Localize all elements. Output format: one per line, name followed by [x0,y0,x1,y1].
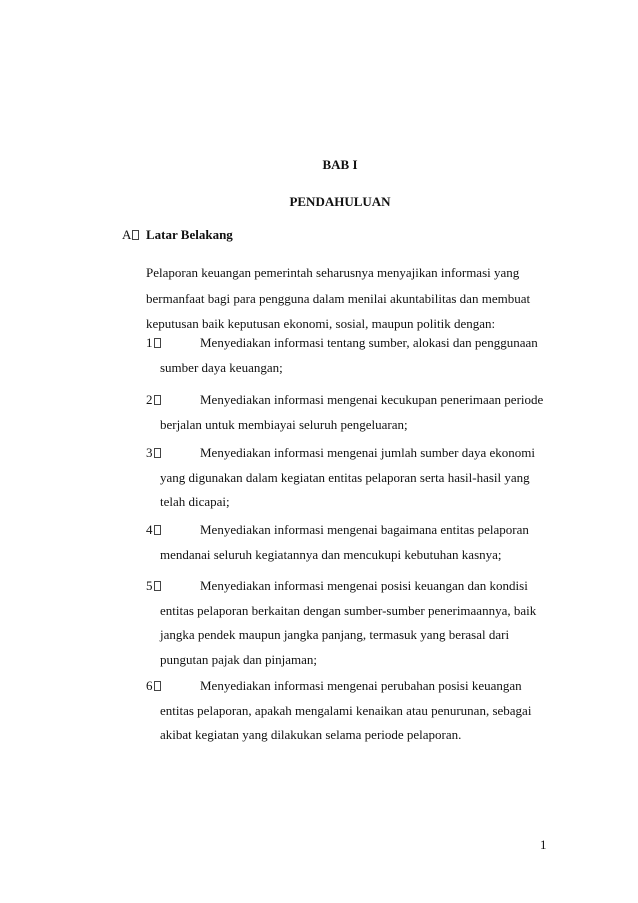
list-item-first-line [146,674,546,699]
list-item [146,441,546,515]
list-item-text: Menyediakan informasi tentang sumber, alokasi dan penggunaan [200,335,538,350]
list-item-continuation: akibat kegiatan yang dilakukan selama periode pelaporan. [160,727,462,742]
list-item-text: Menyediakan informasi mengenai jumlah sumber daya ekonomi [200,445,536,460]
list-item-number-text: 4 [146,522,153,537]
list-item-number-text: 6 [146,678,153,693]
list-item [146,518,546,567]
list-item-continuation: sumber daya keuangan; [160,359,283,375]
list-item-text: Menyediakan informasi mengenai perubahan posisi keuangan [200,678,522,693]
list-item [146,331,546,380]
missing-glyph-icon [154,448,161,458]
list-item-continuation: jangka pendek maupun jangka panjang, termasuk yang berasal dari [160,627,510,642]
list-item-text: Menyediakan informasi mengenai bagaimana entitas pelaporan [200,522,529,537]
list-item-number [146,331,200,356]
list-item [146,388,546,437]
list-item-text: Menyediakan informasi mengenai kecukupan penerimaan periode [200,392,544,407]
intro-line: bermanfaat bagi para pengguna dalam menilai akuntabilitas dan membuat [146,290,531,306]
list-item-number-text: 5 [146,578,153,593]
missing-glyph-icon [154,395,161,405]
list-item-number-text: 2 [146,392,153,407]
missing-glyph-icon [154,525,161,535]
intro-line: Pelaporan keuangan pemerintah seharusnya menyajikan informasi yang [146,265,520,280]
list-item-number [146,518,200,543]
list-item-number [146,441,200,466]
list-item-first-line [146,441,546,466]
list-item-text: Menyediakan informasi mengenai posisi keuangan dan kondisi [200,578,528,593]
chapter-number: BAB I [322,157,358,172]
list-item-first-line [146,574,546,599]
list-item-number [146,388,200,413]
list-item-number-text: 1 [146,335,153,350]
list-item-continuation: entitas pelaporan berkaitan dengan sumber-sumber penerimaannya, baik [160,602,537,618]
section-marker [122,227,146,243]
section-heading [122,227,233,243]
list-item-first-line [146,388,546,413]
missing-glyph-icon [132,230,139,240]
list-item [146,674,546,748]
missing-glyph-icon [154,338,161,348]
list-item-continuation: mendanai seluruh kegiatannya dan mencukupi kebutuhan kasnya; [160,546,502,562]
missing-glyph-icon [154,581,161,591]
list-item [146,574,546,672]
intro-line: keputusan baik keputusan ekonomi, sosial, maupun politik dengan: [146,316,496,331]
list-item-continuation: berjalan untuk membiayai seluruh pengeluaran; [160,416,408,432]
list-item-number [146,674,200,699]
list-item-first-line [146,331,546,356]
list-item-continuation: entitas pelaporan, apakah mengalami kenaikan atau penurunan, sebagai [160,702,532,718]
section-marker-letter: A [122,227,132,242]
page-number: 1 [540,837,547,852]
chapter-title: PENDAHULUAN [289,194,391,209]
intro-paragraph [146,260,546,337]
list-item-first-line [146,518,546,543]
list-item-continuation: pungutan pajak dan pinjaman; [160,651,318,667]
missing-glyph-icon [154,681,161,691]
list-item-continuation: telah dicapai; [160,494,230,509]
section-title: Latar Belakang [146,227,233,242]
list-item-number [146,574,200,599]
list-item-number-text: 3 [146,445,153,460]
list-item-continuation: yang digunakan dalam kegiatan entitas pelaporan serta hasil-hasil yang [160,469,530,485]
